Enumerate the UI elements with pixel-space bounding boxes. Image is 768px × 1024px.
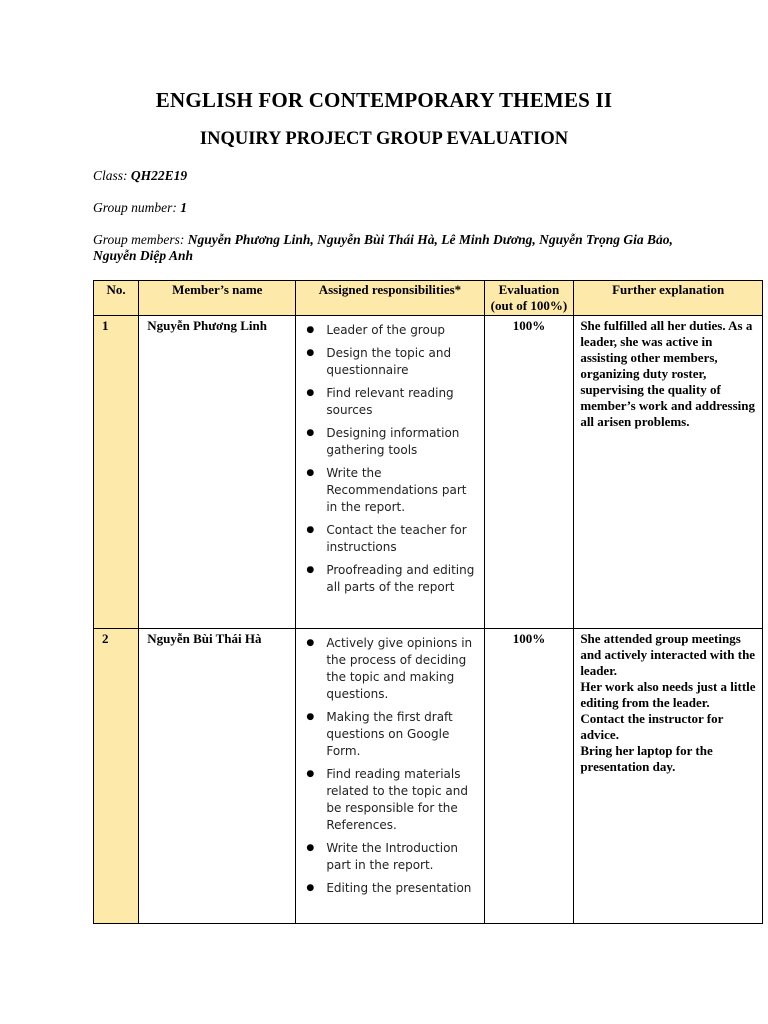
- evaluation-value: 100%: [484, 316, 574, 629]
- list-item: ● Find reading materials related to the topic and be responsible for the References.: [304, 766, 479, 834]
- header-evaluation: Evaluation (out of 100%): [484, 281, 574, 316]
- explanation-line: Contact the instructor for advice.: [580, 711, 724, 742]
- document-subtitle: INQUIRY PROJECT GROUP EVALUATION: [199, 129, 569, 149]
- row-number: 2: [94, 629, 139, 924]
- list-item: ● Designing information gathering tools: [304, 425, 479, 459]
- evaluation-table: [93, 280, 763, 924]
- responsibilities-list: [296, 316, 483, 606]
- evaluation-value: 100%: [484, 629, 574, 924]
- explanation-cell: [574, 629, 763, 924]
- group-number-line: [93, 200, 187, 216]
- list-item: ● Making the first draft questions on Google Form.: [304, 709, 479, 760]
- table-row: [94, 629, 763, 924]
- responsibilities-cell: [296, 316, 484, 629]
- responsibilities-cell: [296, 629, 484, 924]
- member-name: Nguyễn Phương Linh: [139, 316, 296, 629]
- member-name: Nguyễn Bùi Thái Hà: [139, 629, 296, 924]
- members-value: Nguyễn Phương Linh, Nguyễn Bùi Thái Hà, Lê Minh Dương, Nguyễn Trọng Gia Bảo, Nguyễn Diệp Anh: [93, 232, 673, 263]
- members-label: Group members:: [93, 232, 188, 247]
- group-label: Group number:: [93, 200, 181, 215]
- list-item: ● Proofreading and editing all parts of the report: [304, 562, 479, 596]
- list-item: ● Write the Introduction part in the report.: [304, 840, 479, 874]
- class-line: [93, 168, 187, 184]
- list-item: ● Design the topic and questionnaire: [304, 345, 479, 379]
- header-member-name: Member’s name: [139, 281, 296, 316]
- list-item: ● Contact the teacher for instructions: [304, 522, 479, 556]
- row-number: 1: [94, 316, 139, 629]
- explanation-line: Bring her laptop for the presentation day.: [580, 743, 713, 774]
- group-value: 1: [180, 200, 187, 215]
- list-item: ● Actively give opinions in the process of deciding the topic and making questions.: [304, 635, 479, 703]
- header-responsibilities: Assigned responsibilities*: [296, 281, 484, 316]
- responsibilities-list: [296, 629, 483, 907]
- header-explanation: Further explanation: [574, 281, 763, 316]
- class-label: Class:: [93, 168, 131, 183]
- explanation-line: She attended group meetings and actively interacted with the leader.: [580, 631, 756, 678]
- list-item: ● Find relevant reading sources: [304, 385, 479, 419]
- document-title: ENGLISH FOR CONTEMPORARY THEMES II: [155, 88, 613, 112]
- class-value: QH22E19: [130, 168, 188, 183]
- explanation-line: Her work also needs just a little editing from the leader.: [580, 679, 756, 710]
- list-item: ● Leader of the group: [304, 322, 479, 339]
- table-header-row: [94, 281, 763, 316]
- group-members-line: [93, 232, 693, 264]
- header-no: No.: [94, 281, 139, 316]
- table-row: [94, 316, 763, 629]
- explanation-text: She fulfilled all her duties. As a leader, she was active in assisting other members, organizing duty roster, supervising the quality of member’s work and addressing all arisen problems.: [574, 316, 763, 629]
- list-item: ● Editing the presentation: [304, 880, 479, 897]
- list-item: ● Write the Recommendations part in the report.: [304, 465, 479, 516]
